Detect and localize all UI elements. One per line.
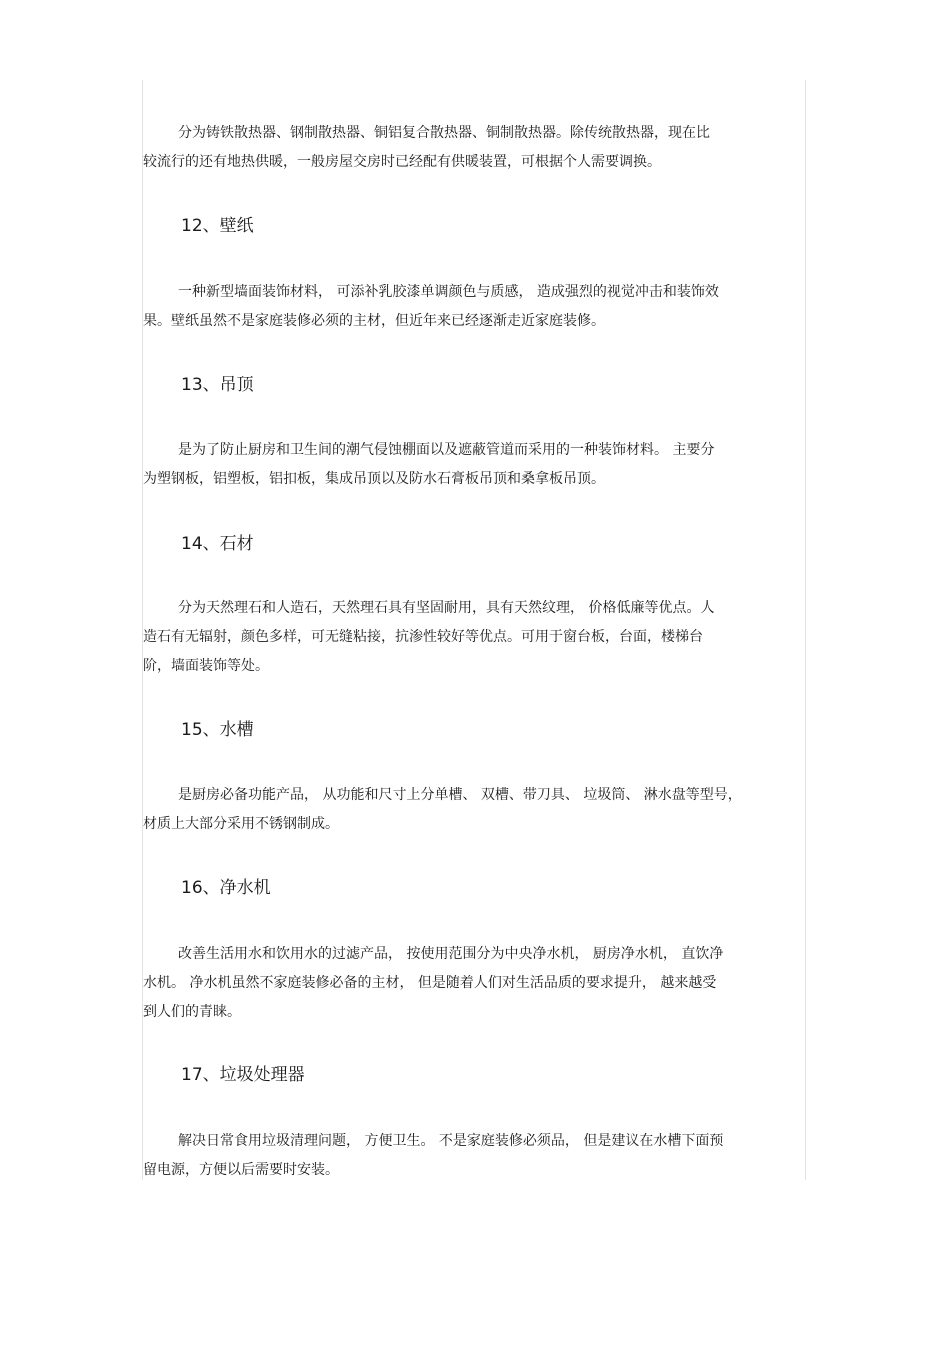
section-heading-13: 13、吊顶: [181, 375, 254, 395]
paragraph-wallpaper: [143, 278, 803, 336]
section-heading-12: 12、壁纸: [181, 216, 254, 236]
text-line: 解决日常食用垃圾清理问题， 方便卫生。 不是家庭装修必须品， 但是建议在水槽下面预: [178, 1133, 724, 1149]
paragraph-ceiling: [143, 436, 803, 494]
text-line: 造石有无辐射，颜色多样，可无缝粘接，抗渗性较好等优点。可用于窗台板，台面，楼梯台: [143, 629, 703, 645]
text-line: 果。壁纸虽然不是家庭装修必须的主材，但近年来已经逐渐走近家庭装修。: [143, 313, 605, 329]
text-line: 较流行的还有地热供暖，一般房屋交房时已经配有供暖装置，可根据个人需要调换。: [143, 154, 661, 170]
text-line: 一种新型墙面装饰材料， 可添补乳胶漆单调颜色与质感， 造成强烈的视觉冲击和装饰效: [178, 284, 719, 300]
text-line: 到人们的青睐。: [143, 1004, 241, 1020]
section-heading-15: 15、水槽: [181, 720, 254, 740]
text-line: 水机。 净水机虽然不家庭装修必备的主材， 但是随着人们对生活品质的要求提升， 越来越受: [143, 975, 717, 991]
text-line: 改善生活用水和饮用水的过滤产品， 按使用范围分为中央净水机， 厨房净水机， 直饮净: [178, 946, 724, 962]
text-line: 留电源，方便以后需要时安装。: [143, 1162, 339, 1178]
text-line: 分为天然理石和人造石，天然理石具有坚固耐用，具有天然纹理， 价格低廉等优点。人: [178, 600, 715, 616]
paragraph-water-purifier: [143, 940, 803, 1027]
text-line: 材质上大部分采用不锈钢制成。: [143, 816, 339, 832]
paragraph-stone: [143, 594, 803, 681]
text-line: 阶，墙面装饰等处。: [143, 658, 269, 674]
section-heading-16: 16、净水机: [181, 878, 271, 898]
text-line: 是为了防止厨房和卫生间的潮气侵蚀棚面以及遮蔽管道而采用的一种装饰材料。 主要分: [178, 442, 715, 458]
paragraph-sink: [143, 781, 803, 839]
text-line: 为塑钢板，铝塑板，铝扣板，集成吊顶以及防水石膏板吊顶和桑拿板吊顶。: [143, 471, 605, 487]
paragraph-heating: [143, 119, 803, 177]
text-line: 分为铸铁散热器、钢制散热器、铜铝复合散热器、铜制散热器。除传统散热器，现在比: [178, 125, 710, 141]
section-heading-14: 14、石材: [181, 534, 254, 554]
paragraph-garbage-disposer: [143, 1127, 803, 1185]
page-border-right: [805, 80, 806, 1180]
text-line: 是厨房必备功能产品， 从功能和尺寸上分单槽、 双槽、带刀具、 垃圾筒、 淋水盘等型号，: [178, 787, 742, 803]
section-heading-17: 17、垃圾处理器: [181, 1065, 305, 1085]
